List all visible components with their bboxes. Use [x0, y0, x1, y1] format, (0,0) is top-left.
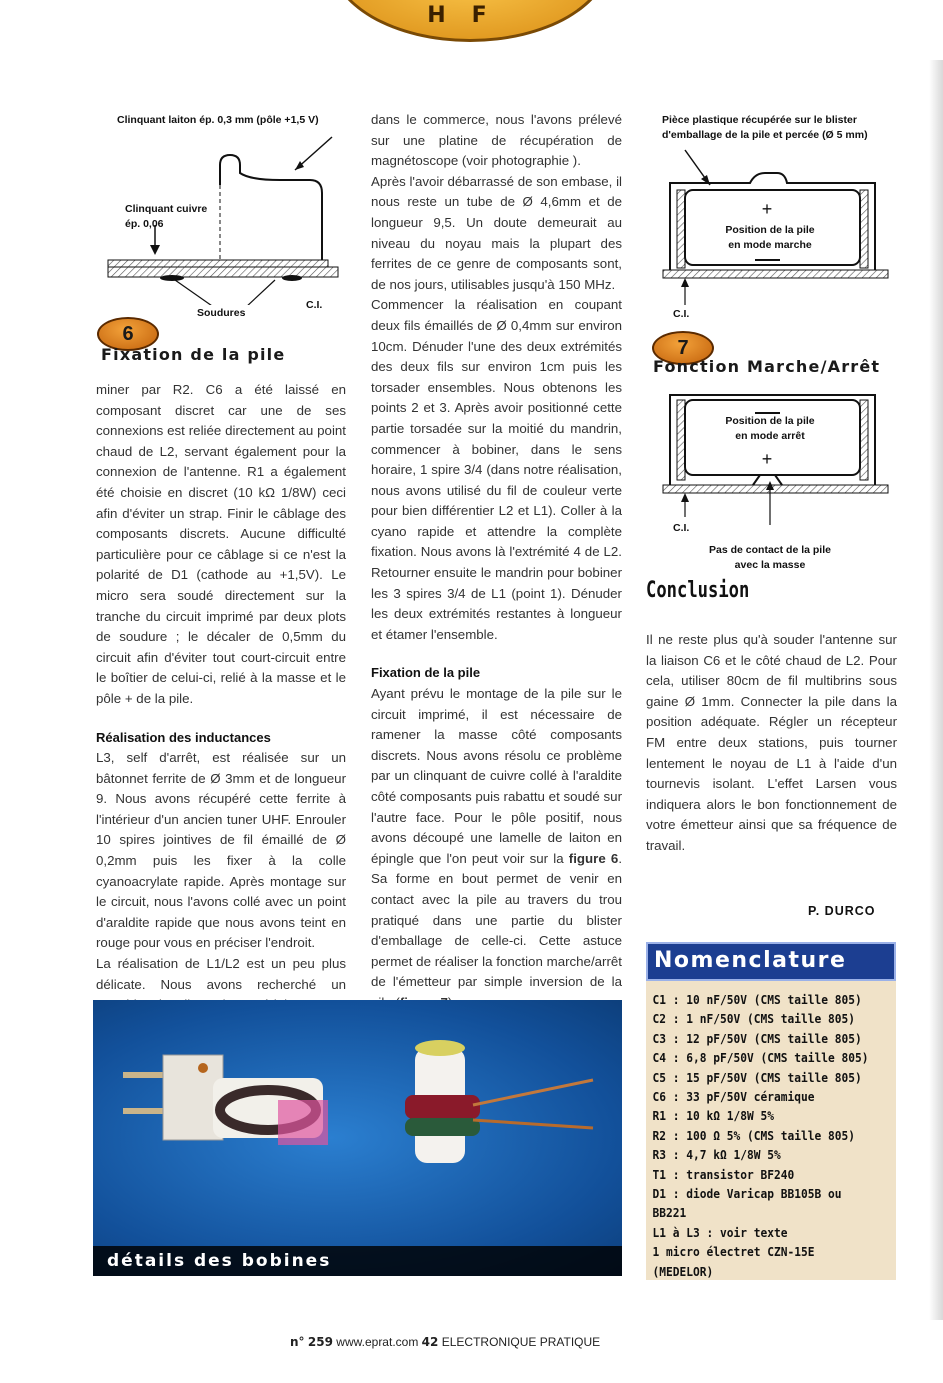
- nomenclature-item: C5 : 15 pF/50V (CMS taille 805): [652, 1070, 862, 1085]
- nomenclature-box: [646, 942, 896, 1280]
- col2-para1: dans le commerce, nous l'avons prélevé sur une platine de récupération de magnétoscope (voir photographie ).: [371, 112, 622, 169]
- fig7-label-top-2: d'emballage de la pile et percée (Ø 5 mm): [662, 129, 868, 141]
- nomenclature-item: 1 micro électret CZN-15E: [652, 1245, 815, 1260]
- fig6-label-copper-1: Clinquant cuivre: [125, 203, 208, 215]
- nomenclature-item: T1 : transistor BF240: [652, 1167, 795, 1182]
- nomenclature-item: R3 : 4,7 kΩ 1/8W 5%: [652, 1148, 781, 1163]
- nomenclature-item: C3 : 12 pF/50V (CMS taille 805): [652, 1031, 862, 1046]
- nomenclature-item: C6 : 33 pF/50V céramique: [652, 1090, 815, 1105]
- page-edge-shadow: [929, 60, 943, 1320]
- figure-6-ref: figure 6: [568, 850, 619, 866]
- conclusion-title: Conclusion: [646, 578, 750, 603]
- nomenclature-item: R1 : 10 kΩ 1/8W 5%: [652, 1109, 774, 1124]
- fig7-marche-1: Position de la pile: [725, 224, 815, 236]
- fig7-label-top-1: Pièce plastique récupérée sur le blister: [662, 114, 857, 126]
- col2-para4-a: Ayant prévu le montage de la pile sur le circuit imprimé, il est nécessaire de ramener la masse côté composants discrets. Nous avons résolu ce problème par un clinquant de cuivre collé à l'araldite côté composants puis rabattu et soudé sur l'autre face. Pour le pôle positif, nous avons découpé une lamelle de laiton en épingle que l'on peut voir sur la: [371, 686, 622, 866]
- svg-text:+: +: [761, 199, 773, 219]
- col1-subhead: Réalisation des inductances: [96, 729, 271, 745]
- footer-page-number: 42: [421, 1335, 439, 1349]
- nomenclature-item: (MEDELOR): [652, 1264, 714, 1279]
- col1-para1: miner par R2. C6 a été laissé en composant discret car une de ses connexions est reliée directement au point chaud de L2, servant également pour la connexion de l'antenne. R1 a également été choisie en discret (10 kΩ 1/8W) ceci afin d'éviter un strap. Finir le câblage des composants discrets. Aucune difficulté particulière pour ce câblage si ce n'est la polarité de D1 (cathode au +1,5V). Le micro sera soudé directement sur la tranche du circuit imprimé par deux plots de soudure ; le décaler de 0,5mm du circuit afin d'éviter tout court-circuit entre le boîtier de celui-ci, relié à la masse et le pôle + de la pile.: [96, 382, 346, 706]
- fig6-drawing: [100, 125, 350, 305]
- step-6-title: Fixation de la pile: [101, 345, 286, 364]
- nomenclature-item: D1 : diode Varicap BB105B ou BB221: [652, 1187, 842, 1221]
- coils-photo: [93, 1000, 622, 1276]
- fig7-arret-2: en mode arrêt: [735, 430, 805, 442]
- section-badge: [330, 0, 610, 42]
- col2-para2: Après l'avoir débarrassé de son embase, il nous reste un tube de Ø 4,6mm et de longueur 9,5. Un doute demeurait au niveau du noyau mais la plupart des ferrites de ce genre de composants sont, de nos jours, utilisables jusqu'à 150 MHz.: [371, 173, 622, 292]
- column-3: [646, 630, 897, 857]
- fig7-ci-1: C.I.: [673, 308, 690, 320]
- footer-website: www.eprat.com: [336, 1335, 419, 1349]
- column-2: [371, 110, 622, 1014]
- nomenclature-item: C1 : 10 nF/50V (CMS taille 805): [652, 993, 862, 1007]
- fig6-label-solder: Soudures: [197, 307, 246, 319]
- fig7-ci-2: C.I.: [673, 522, 690, 534]
- step-7-title: Fonction Marche/Arrêt: [653, 357, 881, 376]
- photo-caption: détails des bobines: [93, 1246, 622, 1276]
- footer-issue-prefix: n°: [290, 1335, 305, 1349]
- nomenclature-title: Nomenclature: [646, 942, 896, 981]
- coils-photo-illustration: [93, 1000, 622, 1276]
- fig6-label-ci: C.I.: [306, 299, 323, 311]
- nomenclature-list: [646, 981, 876, 1282]
- svg-text:+: +: [761, 449, 773, 469]
- col2-para3: Commencer la réalisation en coupant deux fils émaillés de Ø 0,4mm sur environ 10cm. Dénuder l'une des deux extrémités des deux fils sur environ 1cm puis les torsader ensembles. Nous obtenons les points 2 et 3. Après avoir positionné cette partie torsadée sur la moitié du mandrin, commencer à bobiner, dans le sens horaire, 1 spire 3/4 (dans notre réalisation, nous avons utilisé du fil de couleur verte pour bien différentier L2 et L1). Coller à la cyano rapide et attendre la complète fixation. Nous avons là l'extrémité 4 de L2. Retourner ensuite le mandrin pour bobiner les 3 spires 3/4 de L1 (point 1). Dénuder les deux extrémités restantes à longueur et étamer l'ensemble.: [371, 297, 622, 642]
- author: P. DURCO: [808, 904, 876, 918]
- fig6-label-copper-2: ép. 0,06: [125, 218, 164, 230]
- page-footer: [290, 1335, 600, 1349]
- step-6-badge: 6: [97, 317, 159, 351]
- fig7-contact-2: avec la masse: [734, 559, 806, 571]
- column-1: [96, 380, 346, 1036]
- col2-para4-b: . Sa forme en bout permet de venir en contact avec la pile au travers du trou pratiqué dans une partie du blister d'emballage de celle-ci. Cette astuce permet de réaliser la fonction marche/arrêt de l'émetteur par simple inversion de la: [371, 850, 623, 990]
- nomenclature-item: L1 à L3 : voir texte: [652, 1225, 788, 1240]
- nomenclature-item: R2 : 100 Ω 5% (CMS taille 805): [652, 1128, 855, 1143]
- col3-para1: Il ne reste plus qu'à souder l'antenne sur la liaison C6 et le côté chaud de L2. Pour cela, utiliser 80cm de fil multibrins sous gaine Ø 1mm. Connecter la pile dans la position adéquate. Régler un récepteur FM entre deux stations, puis tourner lentement le noyau de L1 à l'aide d'un tournevis isolant. L'effet Larsen vous indiquera alors le bon fonctionnement de votre émetteur ainsi que sa fréquence de travail.: [646, 632, 897, 853]
- fig7-marche-2: en mode marche: [728, 239, 812, 251]
- fig7-arret-1: Position de la pile: [725, 415, 815, 427]
- nomenclature-item: C4 : 6,8 pF/50V (CMS taille 805): [652, 1051, 869, 1066]
- section-badge-text: HF: [427, 3, 513, 28]
- fig6-label-top: Clinquant laiton ép. 0,3 mm (pôle +1,5 V): [117, 114, 319, 126]
- footer-issue-number: 259: [307, 1335, 333, 1349]
- fig7-contact-1: Pas de contact de la pile: [709, 544, 831, 556]
- footer-magazine: ELECTRONIQUE PRATIQUE: [441, 1335, 601, 1349]
- col1-para2: L3, self d'arrêt, est réalisée sur un bâtonnet ferrite de Ø 3mm et de longueur 9. Nous avons récupéré cette ferrite à l'intérieur d'un ancien tuner UHF. Enrouler 10 spires jointives de fil émaillé de Ø 0,2mm puis les fixer à la colle cyanoacrylate rapide. Après montage sur le circuit, nous l'avons collé avec un point d'araldite rapide que nous avons teint en rouge pour vous en préciser l'endroit.: [96, 750, 346, 951]
- col2-para4: [371, 684, 622, 1014]
- nomenclature-item: C2 : 1 nF/50V (CMS taille 805): [652, 1012, 855, 1027]
- step-7-badge: 7: [652, 331, 714, 365]
- col2-subhead: Fixation de la pile: [371, 665, 481, 681]
- col1-para3: La réalisation de L1/L2 est un peu plus délicate. Nous avons recherché un: [96, 956, 346, 992]
